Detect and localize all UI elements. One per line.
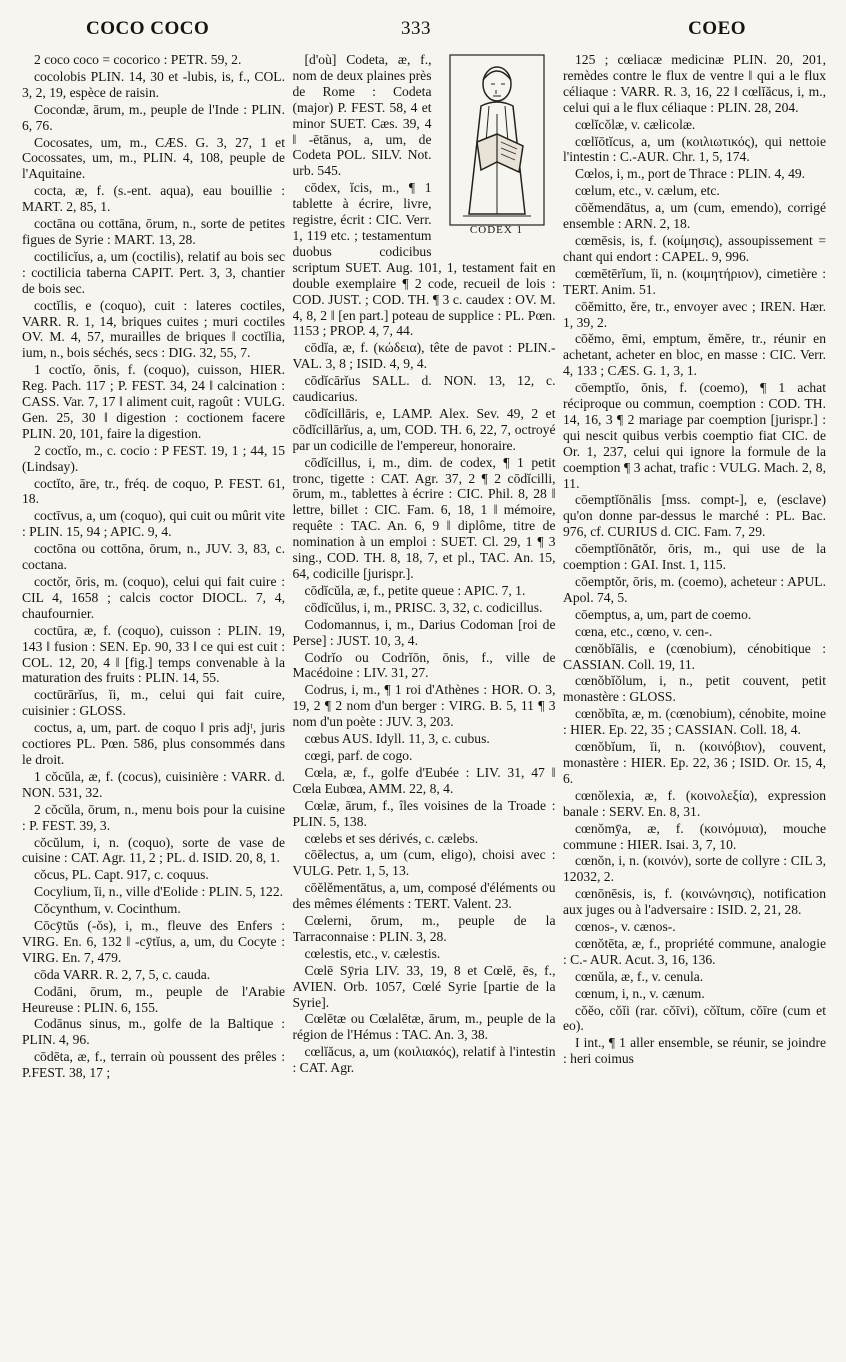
dictionary-entry: cœlestis, etc., v. cælestis. bbox=[304, 945, 441, 961]
codex-illustration bbox=[438, 54, 556, 252]
dictionary-entry: Cœlæ, ārum, f., îles voisines de la Troade : PLIN. 5, 138. bbox=[292, 797, 556, 829]
dictionary-entry: cōdĭcillāris, e, LAMP. Alex. Sev. 49, 2 et cōdĭcillārĭus, a, um, COD. TH. 6, 22, 7, octroyé par un codicille de l'empereur, honoraire. bbox=[292, 405, 556, 453]
column-right bbox=[563, 52, 826, 1352]
codex-figure-caption: CODEX 1 bbox=[469, 224, 524, 236]
dictionary-entry: I int., ¶ 1 aller ensemble, se réunir, se joindre : heri coimus bbox=[563, 1035, 826, 1067]
dictionary-entry: cœlum, etc., v. cælum, etc. bbox=[575, 183, 720, 199]
dictionary-entry: cōdĭa, æ, f. (κώδεια), tête de pavot : PLIN.-VAL. 3, 8 ; ISID. 4, 9, 4. bbox=[292, 340, 556, 372]
dictionary-entry: 2 coctĭo, m., c. cocio : P FEST. 19, 1 ; 44, 15 (Lindsay). bbox=[22, 442, 285, 474]
dictionary-entry: Cocondæ, ārum, m., peuple de l'Inde : PLIN. 6, 76. bbox=[22, 101, 285, 133]
dictionary-entry: [d'où] Codeta, æ, f., nom de deux plaines près de Rome : Codeta (major) P. FEST. 58, 4 et minor SUET. Cæs. 39, 4 ‖ -ētānus, a, um, de Codeta POL. SILV. Not. urb. 545. bbox=[292, 52, 432, 179]
dictionary-entry: cœna, etc., cœno, v. cen-. bbox=[575, 623, 713, 639]
dictionary-entry: Cœlētæ ou Cœlalētæ, ārum, m., peuple de la région de l'Hémus : TAC. An. 3, 38. bbox=[292, 1011, 556, 1043]
dictionary-entry: cœnŏn, i, n. (κοινόν), sorte de collyre : CIL 3, 12032, 2. bbox=[563, 853, 826, 885]
dictionary-entry: Codāni, ōrum, m., peuple de l'Arabie Heureuse : PLIN. 6, 155. bbox=[22, 983, 285, 1015]
dictionary-entry: coctĭlis, e (coquo), cuit : lateres coctiles, VARR. R. 1, 14, briques cuites ; muri coctiles OV. M. 4, 57, murailles de briques ‖ coctĭlia, ium, n., bois séchés, secs : DIG. 32, 55, 7. bbox=[22, 297, 285, 361]
dictionary-entry: coctāna ou cottāna, ōrum, n., sorte de petites figues de Syrie : MART. 13, 28. bbox=[22, 216, 285, 247]
dictionary-entry: cœbus AUS. Idyll. 11, 3, c. cubus. bbox=[304, 731, 490, 747]
dictionary-entry: Cœla, æ, f., golfe d'Eubée : LIV. 31, 47 ‖ Cœla Eubœa, AMM. 22, 8, 4. bbox=[292, 764, 556, 796]
dictionary-entry: cœnŏmȳa, æ, f. (κοινόμυια), mouche commune : HIER. Isai. 3, 7, 10. bbox=[563, 820, 826, 852]
running-header bbox=[22, 18, 826, 52]
dictionary-entry: cōemptĭōnālis [mss. compt-], e, (esclave) qu'on donne par-dessus le marché : PL. Bac. 976, cf. CURIUS d. CIC. Fam. 7, 29. bbox=[563, 492, 826, 540]
dictionary-entry: Cocylium, ĭi, n., ville d'Eolide : PLIN. 5, 122. bbox=[34, 884, 284, 900]
dictionary-entry: cœnŏbĭālis, e (cœnobium), cénobitique : CASSIAN. Coll. 19, 11. bbox=[563, 640, 826, 672]
dictionary-entry: coctilicĭus, a, um (coctilis), relatif au bois sec : coctilicia taberna CAPIT. Pert. 3, 3, chantier de bois sec. bbox=[22, 248, 285, 296]
dictionary-entry: cœnum, i, n., v. cænum. bbox=[575, 985, 705, 1001]
dictionary-entry: cōĕmendātus, a, um (cum, emendo), corrigé ensemble : ARN. 2, 18. bbox=[563, 200, 826, 232]
dictionary-entry: 1 cŏcŭla, æ, f. (cocus), cuisinière : VARR. d. NON. 531, 32. bbox=[22, 768, 285, 800]
dictionary-entry: cŏcus, PL. Capt. 917, c. coquus. bbox=[34, 867, 209, 883]
dictionary-entry: Cœlos, i, m., port de Thrace : PLIN. 4, 49. bbox=[575, 166, 806, 182]
header-right-guide-word: COEO bbox=[688, 18, 747, 39]
dictionary-entry: cōemptĭōnātŏr, ōris, m., qui use de la coemption : GAI. Inst. 1, 115. bbox=[563, 541, 826, 573]
dictionary-entry: cōemptŏr, ōris, m. (coemo), acheteur : APUL. Apol. 74, 5. bbox=[563, 574, 826, 605]
dictionary-entry: cœlĭăcus, a, um (κοιλιακός), relatif à l'intestin : CAT. Agr. bbox=[292, 1044, 556, 1076]
dictionary-entry: cocta, æ, f. (s.-ent. aqua), eau bouillie : MART. 2, 85, 1. bbox=[22, 183, 285, 215]
dictionary-entry: cœgi, parf. de cogo. bbox=[304, 747, 413, 763]
dictionary-entry: cōĕmo, ēmi, emptum, ĕmĕre, tr., réunir en achetant, acheter en bloc, en masse : CIC. Verr. 4, 133 ; CÆS. G. 1, 3, 1. bbox=[563, 331, 826, 379]
dictionary-entry: cœnŏlexia, æ, f. (κοινολεξία), expression banale : SERV. En. 8, 31. bbox=[563, 787, 826, 819]
dictionary-entry: cōdĭcārĭus SALL. d. NON. 13, 12, c. caudicarius. bbox=[292, 373, 556, 405]
dictionary-entry: coctŏr, ōris, m. (coquo), celui qui fait cuire : CIL 4, 1658 ; calcis coctor DIOCL. 7, 4, chaufournier. bbox=[22, 574, 285, 621]
page-number: 333 bbox=[401, 18, 431, 39]
dictionary-entry: coctīvus, a, um (coquo), qui cuit ou mûrit vite : PLIN. 15, 94 ; APIC. 9, 4. bbox=[22, 508, 285, 540]
dictionary-entry: cōdĭcŭlus, i, m., PRISC. 3, 32, c. codicillus. bbox=[304, 599, 543, 615]
dictionary-entry: cœmētērĭum, ĭi, n. (κοιμητήριον), cimetière : TERT. Anim. 51. bbox=[563, 265, 826, 297]
dictionary-entry: Cōcȳtŭs (-ŏs), i, m., fleuve des Enfers : VIRG. En. 6, 132 ‖ -cȳtĭus, a, um, du Cocyte : VIRG. En. 7, 479. bbox=[22, 918, 285, 965]
dictionary-entry: cocolobis PLIN. 14, 30 et -lubis, is, f., COL. 3, 2, 19, espèce de raisin. bbox=[22, 68, 285, 100]
dictionary-entry: Cœlerni, ōrum, m., peuple de la Tarraconnaise : PLIN. 3, 28. bbox=[292, 913, 556, 944]
dictionary-entry: cōĕmitto, ĕre, tr., envoyer avec ; IREN. Hær. 1, 39, 2. bbox=[563, 298, 826, 330]
dictionary-entry: coctōna ou cottōna, ōrum, n., JUV. 3, 83, c. coctana. bbox=[22, 541, 285, 573]
dictionary-entry: cœnŏbīta, æ, m. (cœnobium), cénobite, moine : HIER. Ep. 22, 35 ; CASSIAN. Coll. 18, 4. bbox=[563, 706, 826, 738]
dictionary-entry: coctūra, æ, f. (coquo), cuisson : PLIN. 19, 143 ‖ fusion : SEN. Ep. 90, 33 ‖ ce qui est cuit : COL. 12, 20, 4 ‖ [fig.] temps convenable à la maturation des fruits : PLIN. 14, 55. bbox=[22, 622, 285, 686]
dictionary-entry: cœlĭōtĭcus, a, um (κοιλιωτικός), qui nettoie l'intestin : C.-AUR. Chr. 1, 5, 174. bbox=[563, 133, 826, 165]
dictionary-entry: 1 coctĭo, ōnis, f. (coquo), cuisson, HIER. Reg. Pach. 117 ; P. FEST. 34, 24 ‖ calcination : CASS. Var. 7, 17 ‖ aliment cuit, ragoût : VULG. Gen. 25, 30 ‖ digestion : coctionem facere PLIN. 20, 101, faire la digestion. bbox=[22, 362, 285, 441]
header-left-guide-words: COCO COCO bbox=[86, 18, 210, 39]
dictionary-entry: cœnŭla, æ, f., v. cenula. bbox=[575, 968, 704, 984]
dictionary-entry: cœnōnēsis, is, f. (κοινώνησις), notification aux juges ou à l'adversaire : ISID. 2, 21, 28. bbox=[563, 886, 826, 918]
column-left bbox=[22, 52, 285, 1352]
dictionary-entry: Cŏcynthum, v. Cocinthum. bbox=[34, 901, 181, 917]
dictionary-entry: Codomannus, i, m., Darius Codoman [roi de Perse] : JUST. 10, 3, 4. bbox=[292, 616, 556, 648]
dictionary-entry: cōēlectus, a, um (cum, eligo), choisi avec : VULG. Petr. 1, 5, 13. bbox=[292, 847, 556, 879]
dictionary-entry: Codrus, i, m., ¶ 1 roi d'Athènes : HOR. O. 3, 19, 2 ¶ 2 nom d'un berger : VIRG. B. 5, 11 ¶ 3 nom d'un poète : JUV. 3, 203. bbox=[292, 682, 556, 730]
dictionary-entry: 2 coco coco = cocorico : PETR. 59, 2. bbox=[34, 52, 242, 67]
dictionary-entry: cōdĭcŭla, æ, f., petite queue : APIC. 7, 1. bbox=[304, 582, 526, 598]
text-columns bbox=[22, 52, 826, 1352]
dictionary-entry: cōdex, ĭcis, m., ¶ 1 tablette à écrire, livre, registre, écrit : CIC. Verr. 1, 119 etc. ; testamentum duobus codicibus scriptum SUET. Aug. 101, 1, testament fait en double exemplaire ¶ 2 code, recueil de lois : COD. JUST. ; COD. TH. ¶ 3 c. caudex : OV. M. 4, 8, 2 ‖ [en part.] poteau de supplice : PL. Pœn. 1153 ; PROP. 4, 7, 44. bbox=[292, 180, 556, 339]
dictionary-entry: cœnŏbĭŏlum, i, n., petit couvent, petit monastère : GLOSS. bbox=[563, 673, 826, 705]
dictionary-entry: coctus, a, um, part. de coquo ‖ pris adjᵗ, juris coctiores PL. Pœn. 586, plus consommés dans le droit. bbox=[22, 720, 285, 767]
dictionary-entry: 125 ; cœliacæ medicinæ PLIN. 20, 201, remèdes contre le flux de ventre ‖ qui a le flux céliaque : VARR. R. 3, 16, 22 ‖ cœlĭăcus, i, m., celui qui a le flux céliaque : PLIN. 28, 204. bbox=[563, 52, 826, 115]
monk-with-book-icon bbox=[449, 54, 545, 226]
dictionary-entry: cōemptĭo, ōnis, f. (coemo), ¶ 1 achat réciproque ou commun, coemption : COD. TH. 14, 16, 3 ¶ 2 mariage par coemption [jurispr.] : qui nescit quibus verbis coemptio fiat CIC. de Or. 1, 237, celui qui ignore la formule de la coemption ¶ 3 achat, trafic : VULG. Mach. 2, 8, 11. bbox=[563, 380, 826, 491]
dictionary-entry: cœnos-, v. cænos-. bbox=[575, 919, 676, 935]
dictionary-entry: Codrĭo ou Codrĭōn, ōnis, f., ville de Macédoine : LIV. 31, 27. bbox=[292, 649, 556, 681]
dictionary-entry: cōdĭcillus, i, m., dim. de codex, ¶ 1 petit tronc, tigette : CAT. Agr. 37, 2 ¶ 2 cōdĭcilli, ōrum, m., tablettes à écrire : CIC. Phil. 8, 28 ‖ lettre, billet : CIC. Fam. 6, 18, 1 ‖ mémoire, requête : TAC. An. 6, 9 ‖ diplôme, titre de nomination à un emploi : SUET. Cl. 29, 1 ¶ 3 sing., COD. TH. 8, 18, 7, et pl., TAC. An. 15, 64, codicille [jurispr.]. bbox=[292, 454, 556, 581]
dictionary-entry: cœlebs et ses dérivés, c. cælebs. bbox=[304, 830, 479, 846]
dictionary-entry: coctūrārĭus, ĭi, m., celui qui fait cuire, cuisinier : GLOSS. bbox=[22, 687, 285, 719]
dictionary-entry: Cocosates, um, m., CÆS. G. 3, 27, 1 et Cocossates, um, m., PLIN. 4, 108, peuple de l'Aquitaine. bbox=[22, 134, 285, 182]
dictionary-entry: cœmēsis, is, f. (κοίμησις), assoupissement = chant qui endort : CAPEL. 9, 996. bbox=[563, 232, 826, 264]
dictionary-entry: cœnŏtēta, æ, f., propriété commune, analogie : C.- AUR. Acut. 3, 16, 136. bbox=[563, 935, 826, 967]
dictionary-entry: cŏcŭlum, i, n. (coquo), sorte de vase de cuisine : CAT. Agr. 11, 2 ; PL. d. ISID. 20, 8, 1. bbox=[22, 834, 285, 866]
dictionary-entry: Codānus sinus, m., golfe de la Baltique : PLIN. 4, 96. bbox=[22, 1016, 285, 1048]
dictionary-entry: cōdēta, æ, f., terrain où poussent des prêles : P.FEST. 38, 17 ; bbox=[22, 1049, 285, 1081]
dictionary-entry: cœlĭcŏlæ, v. cælicolæ. bbox=[575, 116, 696, 132]
dictionary-entry: coctĭto, āre, tr., fréq. de coquo, P. FEST. 61, 18. bbox=[22, 475, 285, 507]
dictionary-entry: cōemptus, a, um, part de coemo. bbox=[575, 606, 752, 622]
dictionary-entry: cōĕlĕmentātus, a, um, composé d'éléments ou des mêmes éléments : TERT. Valent. 23. bbox=[292, 880, 556, 912]
dictionary-entry: cōda VARR. R. 2, 7, 5, c. cauda. bbox=[34, 966, 211, 982]
dictionary-entry: 2 cŏcŭla, ōrum, n., menu bois pour la cuisine : P. FEST. 39, 3. bbox=[22, 801, 285, 833]
dictionary-entry: cŏĕo, cŏĭi (rar. cŏīvi), cŏĭtum, cŏīre (cum et eo). bbox=[563, 1002, 826, 1034]
dictionary-entry: cœnŏbĭum, ĭi, n. (κοινόβιον), couvent, monastère : HIER. Ep. 22, 36 ; ISID. Or. 15, 4, 6. bbox=[563, 739, 826, 786]
column-middle bbox=[293, 52, 556, 1352]
dictionary-entry: Cœlē Sȳria LIV. 33, 19, 8 et Cœlē, ēs, f., AVIEN. Orb. 1057, Cœlé Syrie [partie de la Syrie]. bbox=[292, 962, 556, 1010]
